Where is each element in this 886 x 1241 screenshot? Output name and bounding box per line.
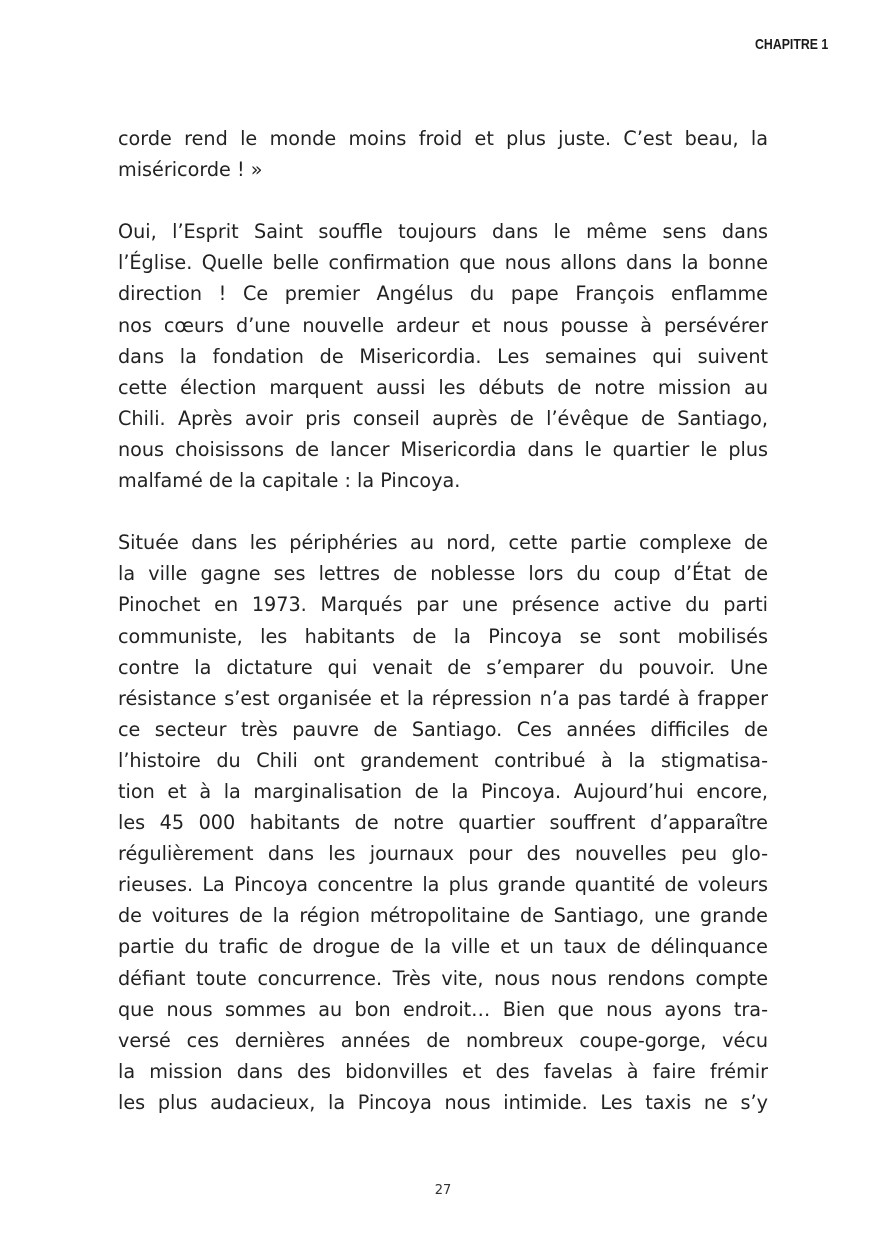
text-line: l’Église. Quelle belle confirmation que nous allons dans la bonne <box>118 251 768 275</box>
text-line: ce secteur très pauvre de Santiago. Ces années difficiles de <box>118 717 768 741</box>
text-line: la ville gagne ses lettres de noblesse lors du coup d’État de <box>118 562 768 586</box>
text-line: dans la fondation de Misericordia. Les semaines qui suivent <box>118 344 768 368</box>
text-line: défiant toute concurrence. Très vite, nous nous rendons compte <box>118 966 768 990</box>
body-text <box>118 123 768 1118</box>
text-line: corde rend le monde moins froid et plus juste. C’est beau, la <box>118 127 768 150</box>
text-line: les plus audacieux, la Pincoya nous intimide. Les taxis ne s’y <box>118 1090 768 1114</box>
text-line: résistance s’est organisée et la répression n’a pas tardé à frapper <box>118 686 768 710</box>
text-line: communiste, les habitants de la Pincoya se sont mobilisés <box>118 624 768 648</box>
paragraph <box>118 216 768 496</box>
text-line: cette élection marquent aussi les débuts de notre mission au <box>118 375 768 399</box>
text-line: Chili. Après avoir pris conseil auprès de l’évêque de Santiago, <box>118 406 768 430</box>
text-line: Située dans les périphéries au nord, cette partie complexe de <box>118 531 768 555</box>
text-line: que nous sommes au bon endroit… Bien que nous ayons tra- <box>118 997 768 1021</box>
text-line: l’histoire du Chili ont grandement contribué à la stigmatisa- <box>118 748 768 772</box>
text-line: malfamé de la capitale : la Pincoya. <box>118 469 461 493</box>
running-head-chapter: CHAPITRE 1 <box>754 36 828 53</box>
text-line: nos cœurs d’une nouvelle ardeur et nous pousse à persévérer <box>118 313 768 337</box>
text-line: de voitures de la région métropolitaine de Santiago, une grande <box>118 904 768 928</box>
text-line: nous choisissons de lancer Misericordia dans le quartier le plus <box>118 437 768 461</box>
text-line: miséricorde ! » <box>118 158 263 182</box>
text-line: régulièrement dans les journaux pour des nouvelles peu glo- <box>118 842 768 866</box>
text-line: tion et à la marginalisation de la Pincoya. Aujourd’hui encore, <box>118 779 768 803</box>
text-line: Pinochet en 1973. Marqués par une présence active du parti <box>118 593 768 617</box>
text-line: contre la dictature qui venait de s’emparer du pouvoir. Une <box>118 655 768 679</box>
paragraph <box>118 527 768 1118</box>
text-line: Oui, l’Esprit Saint souffle toujours dans le même sens dans <box>118 220 768 244</box>
text-line: la mission dans des bidonvilles et des favelas à faire frémir <box>118 1059 768 1083</box>
text-line: les 45 000 habitants de notre quartier souffrent d’apparaître <box>118 811 768 835</box>
text-line: rieuses. La Pincoya concentre la plus grande quantité de voleurs <box>118 873 768 897</box>
text-line: versé ces dernières années de nombreux coupe-gorge, vécu <box>118 1028 768 1052</box>
paragraph <box>118 123 768 185</box>
text-line: partie du trafic de drogue de la ville et un taux de délinquance <box>118 935 768 959</box>
page-number: 27 <box>434 1183 452 1198</box>
text-line: direction ! Ce premier Angélus du pape François enflamme <box>118 282 768 306</box>
